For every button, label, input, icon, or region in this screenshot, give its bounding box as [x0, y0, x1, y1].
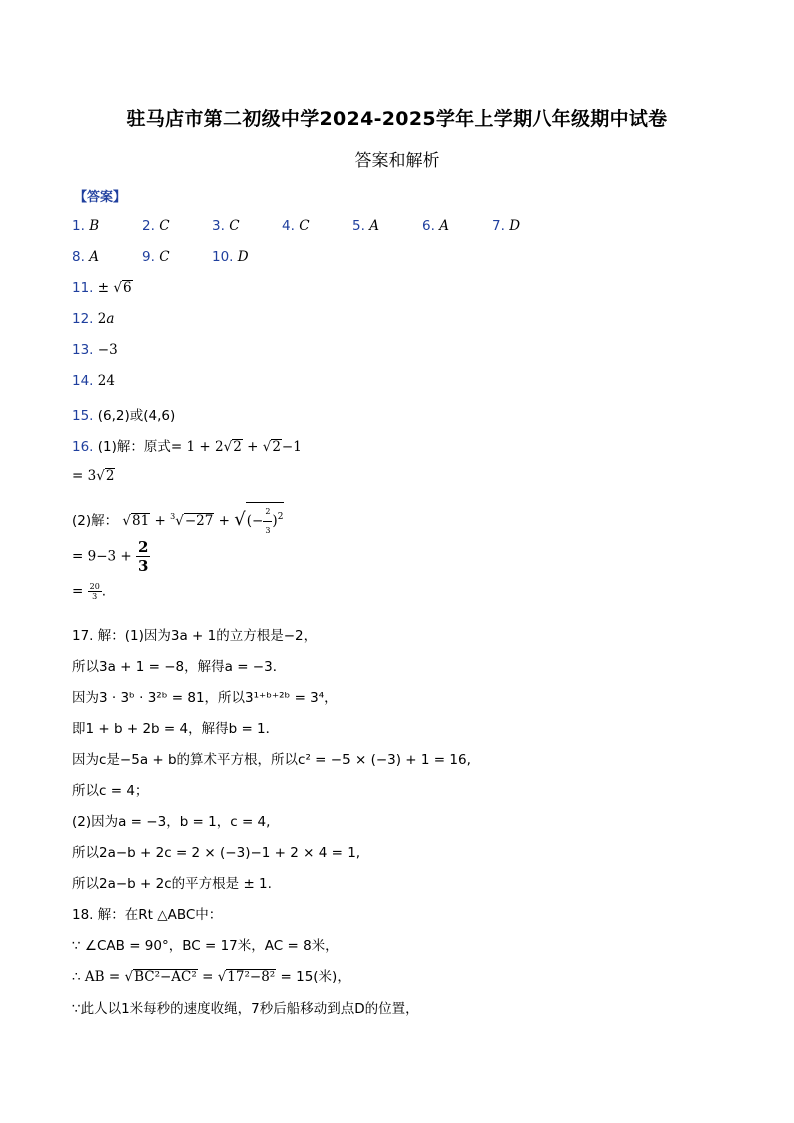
mcq-number: 1.: [72, 218, 85, 234]
question-number: 11.: [72, 280, 94, 296]
expression: = 15(米)，: [280, 969, 351, 985]
fraction: $\frac{20}{3}$: [89, 582, 100, 601]
mcq-item: [72, 249, 99, 265]
mcq-answer: D: [509, 218, 521, 234]
mcq-number: 5.: [352, 218, 365, 234]
mcq-item: [72, 218, 99, 234]
answer-17-line: 所以c = 4；: [72, 783, 149, 799]
operator: +: [247, 439, 259, 455]
answer-15: [72, 404, 175, 424]
mcq-answer: A: [439, 218, 449, 234]
plus-minus: ±: [97, 280, 110, 296]
answer-16-part2-line3: = $\frac{20}{3}$ .: [72, 582, 107, 601]
mcq-number: 10.: [212, 249, 234, 265]
answer-variable: a: [106, 311, 115, 327]
expression: = 3: [72, 468, 97, 484]
answer-16-part1-result: = 3√2: [72, 468, 115, 484]
radicand: BC²−AC²: [134, 969, 197, 985]
mcq-item: [212, 218, 240, 234]
answer-18-line: ∵ ∠CAB = 90°，BC = 17米，AC = 8米，: [72, 938, 339, 954]
page-subtitle: 答案和解析: [354, 151, 440, 171]
mcq-answer: A: [89, 249, 99, 265]
answer-17-line: 所以2a−b + 2c = 2 × (−3)−1 + 2 × 4 = 1,: [72, 845, 361, 861]
operator: +: [218, 513, 230, 529]
answer-11: 11. ± √6: [72, 280, 132, 296]
answer-value: 24: [97, 373, 115, 389]
answer-value: 2: [97, 311, 107, 327]
mcq-answer: C: [299, 218, 310, 234]
root-index: 3: [170, 512, 176, 521]
radicand: 2: [233, 439, 242, 455]
operator: +: [154, 513, 166, 529]
answer-17-line: 17. 解：(1)因为3a + 1的立方根是−2，: [72, 628, 318, 644]
radicand: 2: [105, 468, 115, 484]
question-number: 13.: [72, 342, 94, 358]
radicand: 81: [132, 513, 150, 529]
mcq-item: [422, 218, 449, 234]
mcq-answer: C: [159, 249, 170, 265]
answer-17-line: 因为3 · 3ᵇ · 3²ᵇ = 81，所以3¹⁺ᵇ⁺²ᵇ = 3⁴，: [72, 690, 338, 706]
radicand: 17²−8²: [227, 969, 276, 985]
answer-16-part1: 16. (1)解：原式= 1 + 2√2 + √2−1: [72, 439, 302, 455]
answer-16-part2-line2: [72, 538, 150, 575]
mcq-item: [212, 249, 249, 265]
fraction: $\frac{2}{3}$: [138, 538, 149, 575]
answer-13: [72, 342, 118, 358]
operator: =: [202, 969, 214, 985]
part-label: (2)解：: [72, 513, 119, 529]
answer-heading: 【答案】: [74, 190, 127, 205]
operator: =: [72, 583, 84, 600]
answer-17-line: 所以3a + 1 = −8，解得a = −3．: [72, 659, 287, 675]
expression: = 1 + 2: [170, 439, 224, 455]
page-title: 驻马店市第二初级中学2024-2025学年上学期八年级期中试卷: [126, 108, 668, 130]
expression: ∴ AB =: [72, 969, 121, 985]
mcq-item: [142, 249, 170, 265]
answer-12: [72, 311, 114, 327]
radicand: 6: [123, 280, 132, 296]
question-number: 15.: [72, 408, 94, 424]
mcq-number: 7.: [492, 218, 505, 234]
question-number: 12.: [72, 311, 94, 327]
mcq-number: 4.: [282, 218, 295, 234]
answer-14: [72, 373, 115, 389]
mcq-number: 6.: [422, 218, 435, 234]
mcq-item: [282, 218, 310, 234]
question-number: 16.: [72, 439, 94, 455]
radicand: 2: [272, 439, 281, 455]
expression: = 9−3 +: [72, 548, 132, 565]
mcq-item: [142, 218, 170, 234]
radicand-fraction: (− $\frac{2}{3}$ )$^2$: [246, 502, 285, 540]
mcq-answer: D: [237, 249, 249, 265]
answer-17-line: 因为c是−5a + b的算术平方根，所以c² = −5 × (−3) + 1 = 16,: [72, 752, 471, 768]
answer-18-line: ∵此人以1米每秒的速度收绳，7秒后船移动到点D的位置，: [72, 1001, 419, 1017]
answer-16-part2: (2)解： √81 + $^3$√−27 + √(− $\frac{2}{3}$ )$^2$: [72, 502, 284, 540]
expression: −1: [281, 439, 302, 455]
mcq-number: 8.: [72, 249, 85, 265]
question-number: 14.: [72, 373, 94, 389]
mcq-answer: A: [369, 218, 379, 234]
mcq-number: 9.: [142, 249, 155, 265]
mcq-answer: B: [89, 218, 100, 234]
mcq-item: [352, 218, 379, 234]
mcq-number: 3.: [212, 218, 225, 234]
answer-value: (6,2)或(4,6): [97, 408, 176, 424]
answer-17-line: 即1 + b + 2b = 4，解得b = 1．: [72, 721, 280, 737]
answer-18-line: 18. 解：在Rt △ABC中：: [72, 907, 223, 923]
answer-18-line: ∴ AB = √BC²−AC² = √17²−8² = 15(米)，: [72, 969, 351, 985]
mcq-answer: C: [159, 218, 170, 234]
mcq-number: 2.: [142, 218, 155, 234]
answer-value: −3: [97, 342, 118, 358]
radicand: −27: [184, 513, 214, 529]
part-label: (1)解：原式: [97, 439, 171, 455]
answer-17-line: (2)因为a = −3，b = 1，c = 4,: [72, 814, 271, 830]
answer-17-line: 所以2a−b + 2c的平方根是 ± 1.: [72, 876, 272, 892]
mcq-item: [492, 218, 520, 234]
mcq-answer: C: [229, 218, 240, 234]
